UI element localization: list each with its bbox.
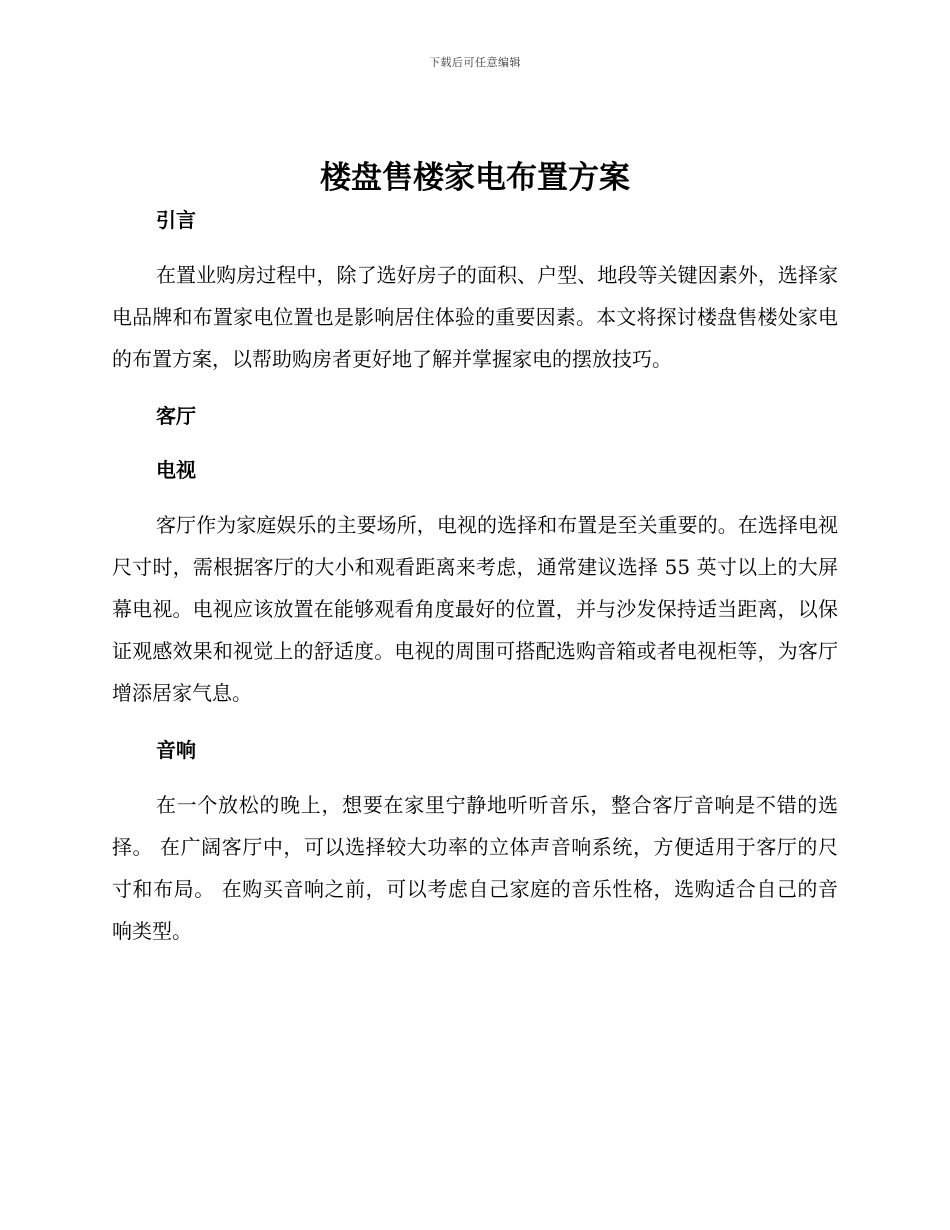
document-title: 楼盘售楼家电布置方案 (320, 160, 630, 196)
section-paragraph-intro: 在置业购房过程中，除了选好房子的面积、户型、地段等关键因素外，选择家电品牌和布置家电位置也是影响居住体验的重要因素。本文将探讨楼盘售楼处家电的布置方案，以帮助购房者更好地了解并掌握家电的摆放技巧。 (112, 263, 838, 371)
section-heading-audio: 音响 (156, 738, 196, 762)
section-heading-living-room: 客厅 (156, 404, 196, 428)
section-heading-intro: 引言 (156, 208, 196, 232)
section-paragraph-audio: 在一个放松的晚上，想要在家里宁静地听听音乐，整合客厅音响是不错的选择。 在广阔客厅中，可以选择较大功率的立体声音响系统，方便适用于客厅的尺寸和布局。 在购买音响之前，可以考虑自己家庭的音乐性格，选购适合自己的音响类型。 (112, 793, 838, 943)
header-note: 下载后可任意编辑 (429, 56, 521, 69)
document-body (112, 200, 838, 952)
section-paragraph-tv: 客厅作为家庭娱乐的主要场所，电视的选择和布置是至关重要的。在选择电视尺寸时，需根据客厅的大小和观看距离来考虑，通常建议选择 55 英寸以上的大屏幕电视。电视应该放置在能够观看角度最好的位置，并与沙发保持适当距离，以保证观感效果和视觉上的舒适度。电视的周围可搭配选购音箱或者电视柜等，为客厅增添居家气息。 (112, 513, 838, 705)
section-heading-tv: 电视 (156, 458, 196, 482)
